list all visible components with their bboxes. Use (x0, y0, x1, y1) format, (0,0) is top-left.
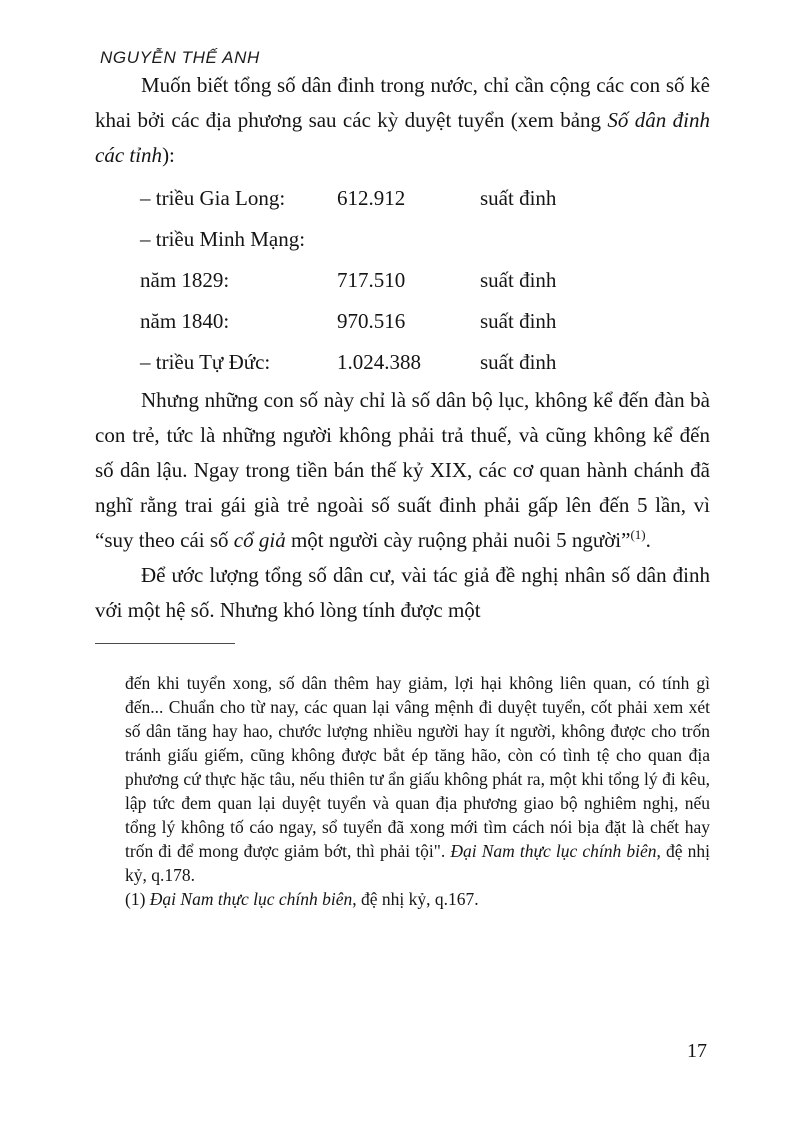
footnote-reference: (1) (630, 527, 646, 542)
footnotes (125, 671, 710, 911)
text-run: ): (162, 143, 175, 167)
paragraph-commentary (95, 383, 710, 558)
text-run: một người cày ruộng phải nuôi 5 người” (285, 528, 631, 552)
text-run-italic: Số dân đinh các tỉnh (95, 108, 711, 167)
text-run: , đệ nhị kỷ, q.167. (352, 889, 479, 909)
footnote-marker: (1) (125, 889, 150, 909)
text-run: Để ước lượng tổng số dân cư, vài tác giả đề nghị nhân số dân đinh với một hệ số. Nhưng khó lòng tính được một (95, 563, 710, 622)
paragraph-intro (95, 68, 710, 173)
census-label: năm 1829: (140, 268, 230, 292)
census-row (140, 219, 710, 260)
page-number: 17 (687, 1040, 707, 1062)
census-label: năm 1840: (140, 309, 230, 333)
census-unit: suất đinh (480, 309, 557, 333)
census-unit (480, 219, 710, 260)
census-row (140, 342, 710, 383)
footnote-continuation (125, 671, 710, 887)
text-run-italic: cổ giả (233, 528, 286, 552)
census-row (140, 260, 710, 301)
census-value: 612.912 (337, 186, 406, 210)
footnote-separator (95, 643, 235, 644)
paragraph-estimate (95, 558, 710, 628)
text-run: đến khi tuyển xong, số dân thêm hay giảm, lợi hại không liên quan, có tính gì đến... Chuẩn cho từ nay, các quan lại vâng mệnh đi duyệt tuyển, cốt phải xem xét số dân tăng hay hao, chước lượng nhiều người hay ít người, không được cho trốn tránh giấu giếm, cũng không được bắt ép tăng hão, còn có tình tệ cho quan địa phương cứ thực hặc tâu, nếu thiên tư ẩn giấu không phát ra, một khi tổng lý đi kêu, lập tức đem quan lại duyệt tuyển và quan địa phương giao bộ nghiêm nghị, nếu tổng lý không tố cáo ngay, sổ tuyển đã xong mới tìm cách nói bịa đặt là chết hay trốn đi để mong được giảm bớt, thì phải tội". (125, 673, 710, 861)
source-title-italic: Đại Nam thực lục chính biên (450, 841, 657, 861)
text-run: . (645, 528, 651, 552)
census-label: – triều Minh Mạng: (140, 227, 306, 251)
census-value: 970.516 (337, 309, 406, 333)
page-body (95, 68, 710, 628)
footnote-1 (125, 887, 710, 911)
census-figures-list (140, 178, 710, 383)
census-row (140, 178, 710, 219)
census-unit: suất đinh (480, 186, 557, 210)
census-unit: suất đinh (480, 268, 557, 292)
census-row (140, 301, 710, 342)
census-label: – triều Gia Long: (140, 186, 286, 210)
text-run: Muốn biết tổng số dân đinh trong nước, chỉ cần cộng các con số kê khai bởi các địa phương sau các kỳ duyệt tuyển (xem bảng (95, 73, 710, 132)
text-run: Nhưng những con số này chỉ là số dân bộ lục, không kể đến đàn bà con trẻ, tức là những người không phải trả thuế, và cũng không kể đến số dân lậu. Ngay trong tiền bán thế kỷ XIX, các cơ quan hành chánh đã nghĩ rằng trai gái già trẻ ngoài số suất đinh phải gấp lên đến 5 lần, vì “suy theo cái số (95, 388, 710, 552)
census-value: 717.510 (337, 268, 406, 292)
running-header: NGUYỄN THẾ ANH (100, 48, 260, 67)
census-value (337, 219, 480, 260)
census-unit: suất đinh (480, 350, 557, 374)
text-run: , đệ nhị kỷ, q.178. (125, 841, 710, 885)
source-title-italic: Đại Nam thực lục chính biên (149, 889, 353, 909)
census-label: – triều Tự Đức: (140, 350, 271, 374)
census-value: 1.024.388 (337, 350, 421, 374)
